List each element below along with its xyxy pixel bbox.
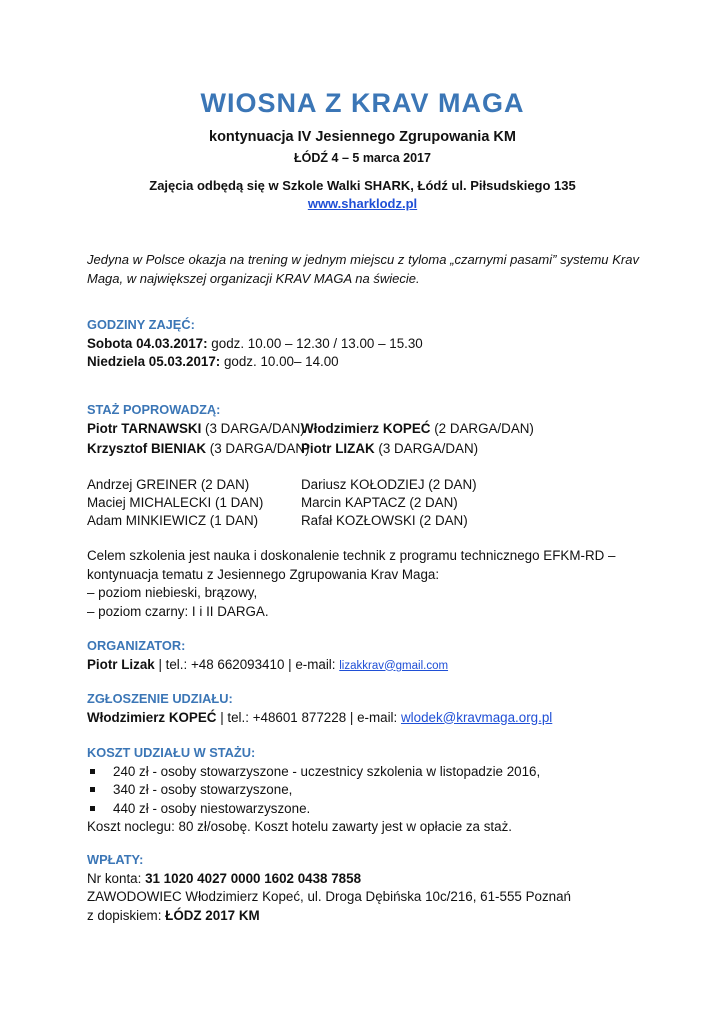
- registration-name: Włodzimierz KOPEĆ: [87, 709, 217, 725]
- bullet-icon: [90, 769, 95, 774]
- payment-note: [87, 907, 647, 926]
- registration-contact: [87, 709, 647, 728]
- bullet-icon: [90, 787, 95, 792]
- staff-rank: (3 DARGA/DAN): [374, 440, 479, 456]
- payment-note-label: z dopiskiem:: [87, 907, 166, 923]
- goal-line: – poziom niebieski, brązowy,: [87, 585, 258, 600]
- staff-section: [87, 401, 647, 530]
- goal-line: kontynuacja tematu z Jesiennego Zgrupowania Krav Maga:: [87, 566, 440, 582]
- staff-member: Dariusz KOŁODZIEJ (2 DAN): [301, 476, 477, 492]
- staff-member: Rafał KOZŁOWSKI (2 DAN): [301, 512, 468, 528]
- staff-first-name: Krzysztof: [87, 440, 151, 456]
- staff-row: [87, 476, 647, 494]
- staff-last-name: TARNAWSKI: [121, 420, 202, 436]
- payment-section: [87, 851, 647, 925]
- cost-item: [87, 763, 647, 782]
- event-dateline: ŁÓDŹ 4 – 5 marca 2017: [294, 151, 431, 165]
- sunday-time: godz. 10.00– 14.00: [220, 354, 339, 369]
- staff-member: Maciej MICHALECKI (1 DAN): [87, 494, 264, 510]
- cost-item: [87, 800, 647, 819]
- staff-lead: [301, 420, 534, 439]
- organizer-contact: [87, 656, 647, 676]
- account-number: 31 1020 4027 0000 1602 0438 7858: [145, 870, 362, 886]
- goal-section: [87, 547, 647, 621]
- staff-rank: (3 DARGA/DAN): [206, 440, 310, 456]
- staff-lead: [87, 440, 309, 459]
- hours-section: [87, 316, 647, 372]
- staff-first-name: Włodzimierz: [301, 420, 383, 436]
- cost-note: Koszt noclegu: 80 zł/osobę. Koszt hotelu zawarty jest w opłacie za staż.: [87, 819, 513, 834]
- goal-line: Celem szkolenia jest nauka i doskonalenie technik z programu technicznego EFKM-RD –: [87, 548, 616, 563]
- sunday-hours: [87, 353, 647, 372]
- sunday-label: Niedziela 05.03.2017:: [87, 354, 221, 369]
- registration-details: | tel.: +48601 877228 | e-mail:: [216, 709, 401, 725]
- cost-item-text: 340 zł - osoby stowarzyszone,: [113, 782, 293, 797]
- staff-first-name: Piotr: [301, 440, 336, 456]
- account-label: Nr konta:: [87, 870, 146, 886]
- staff-lead-row: [87, 420, 647, 440]
- cost-heading: KOSZT UDZIAŁU W STAŻU:: [87, 745, 256, 760]
- registration-email-link[interactable]: wlodek@kravmaga.org.pl: [400, 709, 553, 725]
- staff-member: Andrzej GREINER (2 DAN): [87, 476, 250, 492]
- staff-heading: STAŻ POPROWADZĄ:: [87, 402, 221, 417]
- cost-item-text: 440 zł - osoby niestowarzyszone.: [113, 800, 311, 816]
- staff-member: Adam MINKIEWICZ (1 DAN): [87, 512, 259, 528]
- organizer-heading: ORGANIZATOR:: [87, 638, 186, 653]
- event-venue: Zajęcia odbędą się w Szkole Walki SHARK, Łódź ul. Piłsudskiego 135: [149, 178, 576, 193]
- payment-recipient: ZAWODOWIEC Włodzimierz Kopeć, ul. Droga Dębińska 10c/216, 61-555 Poznań: [87, 889, 571, 904]
- goal-line: – poziom czarny: I i II DARGA.: [87, 603, 269, 619]
- staff-first-name: Piotr: [87, 420, 122, 436]
- organizer-section: [87, 637, 647, 675]
- saturday-hours: [87, 335, 647, 354]
- bullet-icon: [90, 806, 95, 811]
- staff-last-name: LIZAK: [335, 440, 375, 456]
- cost-section: [87, 744, 647, 837]
- staff-last-name: KOPEĆ: [382, 420, 431, 436]
- payment-heading: WPŁATY:: [87, 852, 144, 867]
- staff-member: Marcin KAPTACZ (2 DAN): [301, 494, 458, 510]
- staff-lead-row: [87, 440, 647, 460]
- registration-section: [87, 690, 647, 727]
- registration-heading: ZGŁOSZENIE UDZIAŁU:: [87, 691, 233, 706]
- organizer-name: Piotr Lizak: [87, 656, 155, 672]
- intro-paragraph: Jedyna w Polsce okazja na trening w jednym miejscu z tyloma „czarnymi pasami” systemu Krav Maga, w największej organizacji KRAV MAGA na świecie.: [87, 252, 639, 286]
- saturday-time: godz. 10.00 – 12.30 / 13.00 – 15.30: [207, 335, 423, 351]
- organizer-details: | tel.: +48 662093410 | e-mail:: [154, 656, 340, 672]
- payment-note-value: ŁÓDZ 2017 KM: [165, 907, 260, 923]
- staff-row: [87, 494, 647, 512]
- website-link[interactable]: www.sharklodz.pl: [307, 196, 418, 211]
- cost-item: [87, 781, 647, 800]
- saturday-label: Sobota 04.03.2017:: [87, 335, 208, 351]
- staff-lead: [301, 440, 478, 459]
- hours-heading: GODZINY ZAJĘĆ:: [87, 317, 195, 332]
- cost-item-text: 240 zł - osoby stowarzyszone - uczestnicy szkolenia w listopadzie 2016,: [113, 763, 541, 779]
- staff-last-name: BIENIAK: [151, 440, 207, 456]
- account-line: [87, 870, 647, 889]
- staff-row: [87, 512, 647, 530]
- page-title: WIOSNA Z KRAV MAGA: [200, 88, 525, 118]
- staff-lead: [87, 420, 305, 439]
- staff-rank: (3 DARGA/DAN): [201, 420, 305, 436]
- staff-rank: (2 DARGA/DAN): [430, 420, 534, 436]
- page-subtitle: kontynuacja IV Jesiennego Zgrupowania KM: [209, 129, 516, 145]
- organizer-email-link[interactable]: lizakkrav@gmail.com: [339, 659, 449, 672]
